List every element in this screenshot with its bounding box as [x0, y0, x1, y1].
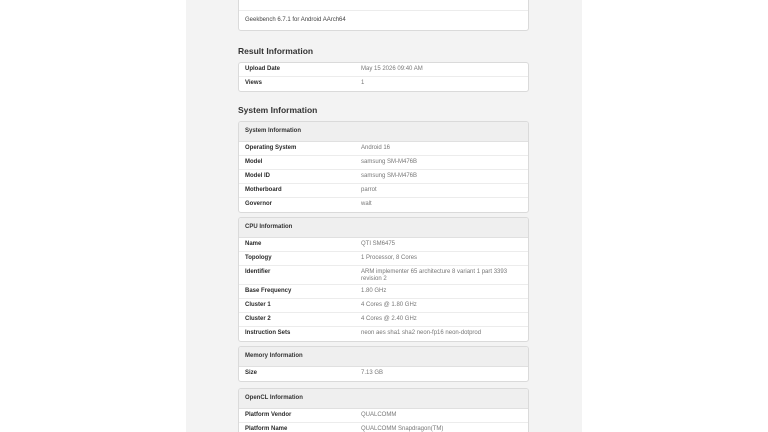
info-row-upload-date [239, 63, 528, 77]
result-info-title: Result Information [238, 46, 314, 56]
info-label: Upload Date [245, 66, 281, 72]
opencl-info-card [238, 388, 529, 432]
info-label: Cluster 1 [245, 302, 271, 308]
memory-info-card [238, 346, 529, 382]
info-value: 4 Cores @ 2.40 GHz [361, 316, 417, 322]
info-value: ARM implementer 65 architecture 8 variant 1 part 3393 revision 2 [361, 269, 508, 282]
info-label: Base Frequency [245, 288, 292, 294]
info-label: Operating System [245, 145, 297, 151]
info-label: Model ID [245, 173, 270, 179]
info-label: Name [245, 241, 262, 247]
info-value: walt [361, 201, 372, 207]
info-value: May 15 2026 09:40 AM [361, 66, 423, 72]
info-label: Model [245, 159, 263, 165]
system-info-title: System Information [238, 105, 318, 115]
info-row [239, 327, 528, 341]
info-label: Platform Name [245, 426, 288, 432]
info-value: QUALCOMM [361, 412, 397, 418]
info-label: Platform Vendor [245, 412, 292, 418]
info-value: 7.13 GB [361, 370, 384, 376]
info-label: Topology [245, 255, 272, 261]
info-row [239, 266, 528, 285]
info-row [239, 170, 528, 184]
cpu-info-card [238, 217, 529, 342]
benchmark-page [186, 0, 582, 432]
info-label: Views [245, 80, 262, 86]
system-info-card [238, 121, 529, 213]
info-value: samsung SM-M476B [361, 159, 418, 165]
info-row [239, 285, 528, 299]
info-row [239, 252, 528, 266]
info-row [239, 198, 528, 212]
info-label: Identifier [245, 269, 271, 275]
result-info-card [238, 62, 529, 92]
info-value: Android 16 [361, 145, 391, 151]
info-label: Size [245, 370, 258, 376]
info-row [239, 367, 528, 381]
info-value: neon aes sha1 sha2 neon-fp16 neon-dotprod [361, 330, 482, 336]
info-row [239, 156, 528, 170]
info-value: QUALCOMM Snapdragon(TM) [361, 426, 444, 432]
info-value: 1 [361, 80, 365, 86]
info-row [239, 238, 528, 252]
info-value: samsung SM-M476B [361, 173, 418, 179]
system-card-header: System Information [239, 122, 528, 142]
cpu-card-header: CPU Information [239, 218, 528, 238]
info-value: 4 Cores @ 1.80 GHz [361, 302, 417, 308]
info-row [239, 184, 528, 198]
info-row [239, 299, 528, 313]
info-row [239, 142, 528, 156]
info-row [239, 409, 528, 423]
info-value: QTI SM6475 [361, 241, 396, 247]
info-row [239, 313, 528, 327]
memory-card-header: Memory Information [239, 347, 528, 367]
info-label: Governor [245, 201, 273, 207]
build-top-row [239, 0, 528, 11]
info-value: 1 Processor, 8 Cores [361, 255, 418, 261]
build-version-text: Geekbench 6.7.1 for Android AArch64 [245, 17, 346, 23]
info-value: parrot [361, 187, 377, 193]
info-row [239, 423, 528, 432]
info-label: Instruction Sets [245, 330, 291, 336]
info-label: Cluster 2 [245, 316, 271, 322]
info-row-views [239, 77, 528, 91]
info-value: 1.80 GHz [361, 288, 387, 294]
info-label: Motherboard [245, 187, 282, 193]
opencl-card-header: OpenCL Information [239, 389, 528, 409]
build-card [238, 0, 529, 31]
